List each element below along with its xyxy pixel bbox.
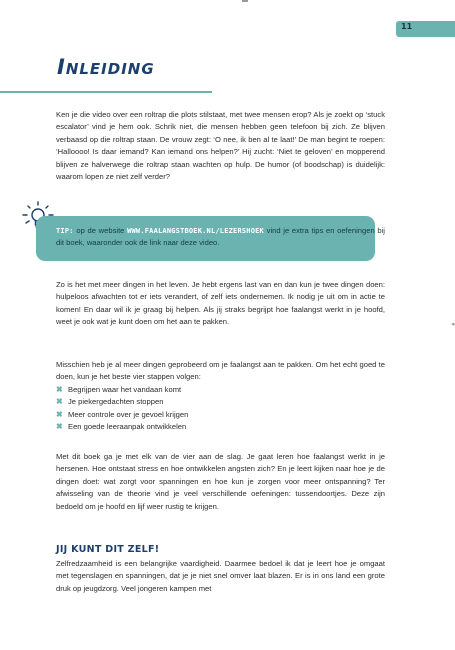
paragraph-5: Zelfredzaamheid is een belangrijke vaardigheid. Daarmee bedoel ik dat je leert hoe je omgaat met tegenslagen en spanningen, dat je je niet snel omver laat blazen. Er is in ons land een grote druk op jeugdzorg. Veel jongeren kampen met [56,559,385,593]
section-heading: JIJ KUNT DIT ZELF! [56,544,160,555]
step-text: Begrijpen waar het vandaan komt [68,385,182,394]
cross-bullet-icon: ✖ [56,422,63,432]
paragraph-4: Met dit boek ga je met elk van de vier aan de slag. Je gaat leren hoe faalangst werkt in je hersenen. Hoe ontstaat stress en hoe ontwikkelen angsten zich? En je leert kijken naar hoe je de dingen doet: wat zorgt voor spanningen en hoe kun je zorgen voor meer ontspanning? Ter afwisseling van de theorie vind je veel verschillende oefeningen: tussendoortjes. Deze zijn bedoeld om je hoofd en lijf weer rustig te krijgen. [56,452,385,511]
list-item [56,396,385,408]
tip-text-after: vind je extra tips en oefeningen bij dit boek, waaronder ook de link naar deze video. [56,226,385,248]
step-text: Meer controle over je gevoel krijgen [68,409,189,419]
step-text: Je piekergedachten stoppen [68,397,164,407]
steps-list [56,384,385,434]
list-item [56,421,385,433]
cross-bullet-icon: ✖ [56,397,63,407]
page-title: Inleiding [57,55,155,79]
tip-text-before: op de website [73,226,128,235]
list-item [56,384,385,396]
tip-text [56,225,385,250]
tip-website-link[interactable]: WWW.FAALANGSTBOEK.NL/LEZERSHOEK [127,227,264,235]
cross-bullet-icon: ✖ [56,385,63,394]
edge-mark: ◂ [451,321,455,328]
top-crop-mark [242,0,248,2]
intro-paragraph: Ken je die video over een roltrap die plots stilstaat, met twee mensen erop? Als je zoekt op ‘stuck escalator’ vind je hem ook. Schrik niet, die mensen hebben geen telefoon bij zich. Ze blijven verbaasd op die roltrap staan. De vrouw zegt: ‘O nee, ik ben al te laat!’ De man begint te roepen: ‘Halloooo! Is daar iemand? Kan iemand ons helpen?’ Hij zucht: ‘Niet te geloven’ en mopperend blijven ze halverwege die roltrap staan wachten op hulp. De humor (of boodschap) is duidelijk: waarom lopen ze niet zelf verder? [56,110,385,182]
title-underline [0,91,212,93]
page-number: 11 [401,22,413,31]
step-text: Een goede leeraanpak ontwikkelen [68,422,187,432]
list-item [56,409,385,421]
paragraph-3: Misschien heb je al meer dingen geprobeerd om je faalangst aan te pakken. Om het echt goed te doen, kun je het beste vier stappen volgen: [56,360,385,382]
cross-bullet-icon: ✖ [56,409,63,419]
paragraph-2: Zo is het met meer dingen in het leven. Je hebt ergens last van en dan kun je twee dingen doen: hulpeloos afwachten tot er iets verandert, of zelf iets ondernemen. Ik nodig je uit om in actie te komen! En daar wil ik je graag bij helpen. Als jij straks begrijpt hoe faalangst werkt in je hoofd, weet je ook wat je kunt doen om het aan te pakken. [56,280,385,327]
tip-label: TIP: [56,227,74,235]
